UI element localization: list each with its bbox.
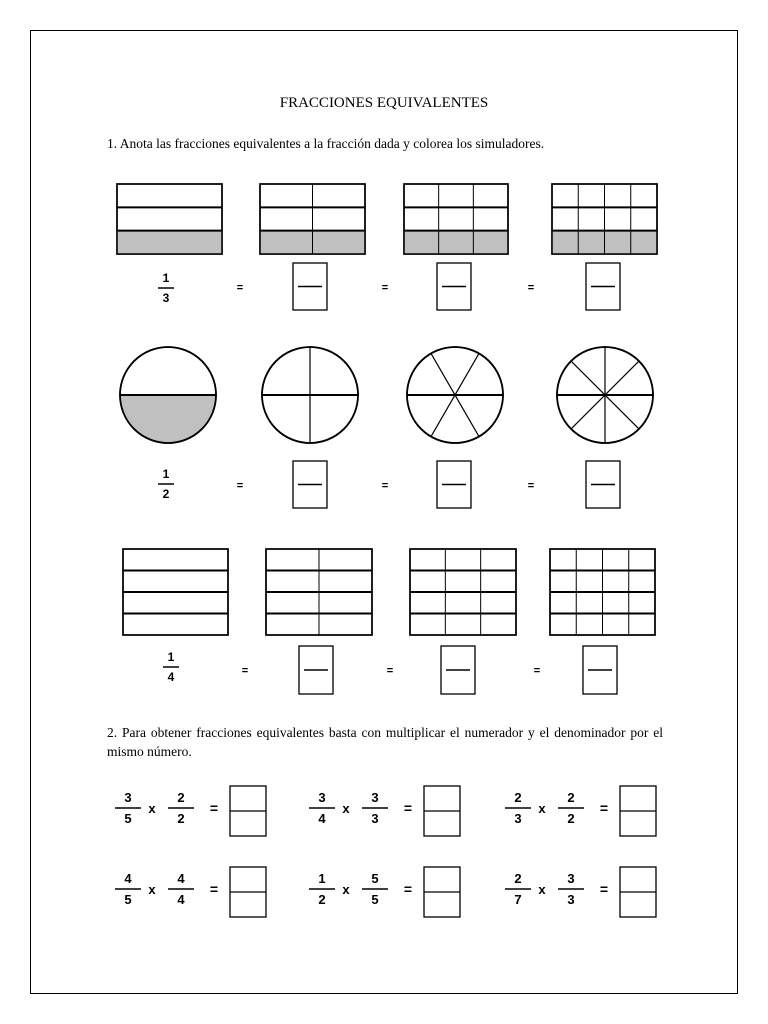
- times-sign: x: [148, 882, 156, 897]
- given-numerator: 1: [167, 650, 175, 664]
- denominator: 3: [567, 892, 575, 907]
- equals-sign: =: [599, 800, 609, 816]
- given-denominator: 4: [167, 670, 175, 684]
- denominator: 5: [124, 892, 132, 907]
- shaded-half: [120, 395, 216, 443]
- given-numerator: 1: [162, 467, 170, 481]
- denominator: 2: [177, 811, 185, 826]
- denominator: 3: [514, 811, 522, 826]
- times-sign: x: [342, 801, 350, 816]
- given-denominator: 3: [162, 291, 170, 305]
- numerator: 4: [124, 871, 132, 886]
- times-sign: x: [538, 801, 546, 816]
- denominator: 4: [177, 892, 185, 907]
- equals-sign: =: [386, 665, 394, 677]
- numerator: 2: [514, 790, 522, 805]
- equals-sign: =: [527, 480, 535, 492]
- denominator: 4: [318, 811, 326, 826]
- numerator: 2: [567, 790, 575, 805]
- times-sign: x: [148, 801, 156, 816]
- exercise1-instruction: 1. Anota las fracciones equivalentes a la fracción dada y colorea los simuladores.: [107, 136, 545, 151]
- denominator: 7: [514, 892, 522, 907]
- numerator: 4: [177, 871, 185, 886]
- numerator: 1: [318, 871, 326, 886]
- times-sign: x: [538, 882, 546, 897]
- numerator: 3: [371, 790, 379, 805]
- given-numerator: 1: [162, 271, 170, 285]
- equals-sign: =: [381, 282, 389, 294]
- shaded-part: [117, 231, 222, 254]
- denominator: 2: [318, 892, 326, 907]
- denominator: 5: [124, 811, 132, 826]
- exercise2-instruction: 2. Para obtener fracciones equivalentes basta con multiplicar el numerador y el denominador por el mismo número.: [107, 725, 663, 759]
- numerator: 5: [371, 871, 379, 886]
- numerator: 3: [318, 790, 326, 805]
- equals-sign: =: [209, 800, 219, 816]
- numerator: 2: [514, 871, 522, 886]
- equals-sign: =: [236, 480, 244, 492]
- equals-sign: =: [533, 665, 541, 677]
- numerator: 3: [567, 871, 575, 886]
- equals-sign: =: [527, 282, 535, 294]
- denominator: 3: [371, 811, 379, 826]
- equals-sign: =: [403, 881, 413, 897]
- equals-sign: =: [209, 881, 219, 897]
- denominator: 2: [567, 811, 575, 826]
- page-title: FRACCIONES EQUIVALENTES: [279, 95, 489, 111]
- equals-sign: =: [403, 800, 413, 816]
- given-denominator: 2: [162, 487, 170, 501]
- equals-sign: =: [236, 282, 244, 294]
- denominator: 5: [371, 892, 379, 907]
- numerator: 3: [124, 790, 132, 805]
- equals-sign: =: [599, 881, 609, 897]
- numerator: 2: [177, 790, 185, 805]
- times-sign: x: [342, 882, 350, 897]
- equals-sign: =: [381, 480, 389, 492]
- equals-sign: =: [241, 665, 249, 677]
- shaded-part: [404, 231, 508, 254]
